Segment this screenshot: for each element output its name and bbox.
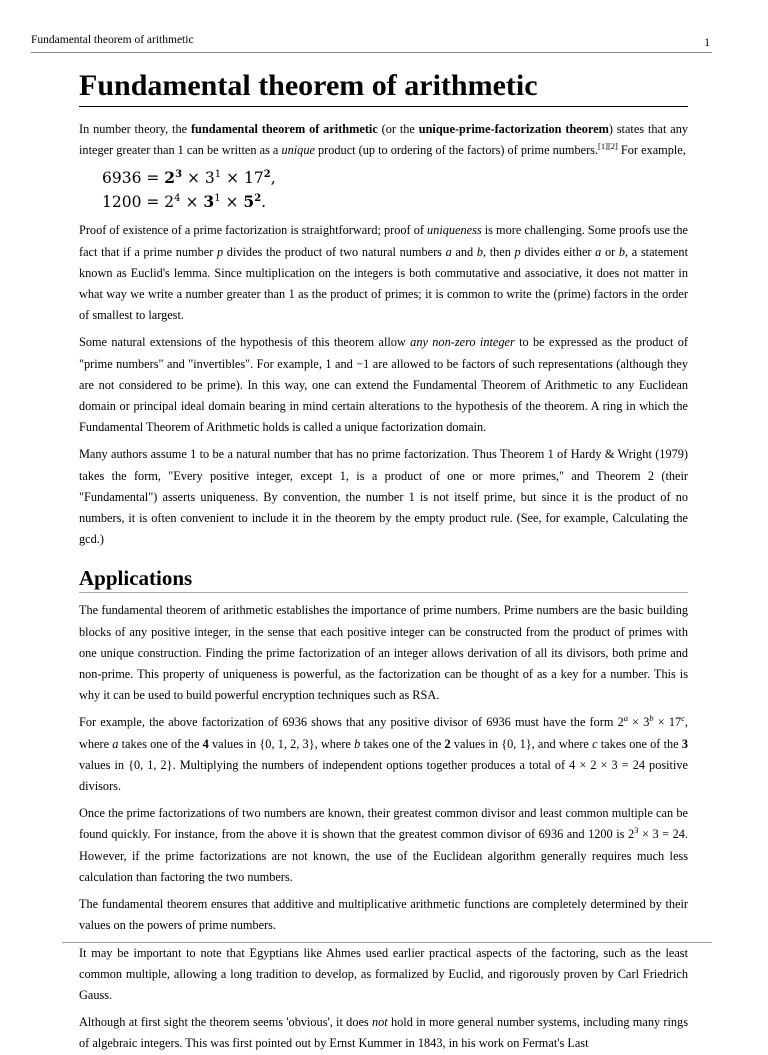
applications-paragraph: The fundamental theorem of arithmetic establishes the importance of prime numbers. Prime numbers are the basic building blocks of any positive integer, in the sense that each positive integer can be constructed from the product of primes with one unique construction. Finding the prime factorization of an integer allows derivation of all its divisors, both prime and non-prime. This property of uniqueness is powerful, as the factorization can be thought of as a key for a number. This is why it can be used to build powerful encryption techniques such as RSA. bbox=[79, 603, 688, 703]
page-number: 1 bbox=[704, 37, 710, 49]
header-rule bbox=[31, 52, 712, 53]
footer-rule bbox=[62, 942, 712, 943]
history-paragraph: It may be important to note that Egyptians like Ahmes used earlier practical aspects of the factoring, such as the least common multiple, allowing a long tradition to develop, as formalized by Euclid, and rigorously proven by Carl Friedrich Gauss. bbox=[79, 945, 688, 1002]
divisor-example-paragraph: For example, the above factorization of 6936 shows that any positive divisor of 6936 must have the form $2^a \times 3^b \times 17^c$, where a takes one of the 4 values in {0, 1, 2, 3}, where b takes one of the 2 values in {0, 1}, and where c takes one of the 3 values in {0, 1, 2}. Multiplying the numbers of independent options together produces a total of 4 × 2 × 3 = 24 positive divisors. bbox=[79, 713, 688, 794]
equation-6936: $6936 = 2^3 \times 3^1 \times 17^2$, bbox=[102, 168, 276, 188]
article-body bbox=[79, 68, 688, 1055]
intro-paragraph: In number theory, the fundamental theorem of arithmetic (or the unique-prime-factorization theorem) states that any integer greater than 1 can be written as a unique product (up to ordering of the factors) of prime numbers.[1][2] For example, bbox=[79, 122, 688, 158]
term-fundamental-theorem[interactable]: fundamental theorem of arithmetic bbox=[190, 122, 378, 136]
citation-link[interactable]: [1][2] bbox=[598, 141, 618, 152]
number-one-paragraph: Many authors assume 1 to be a natural number that has no prime factorization. Thus Theorem 1 of Hardy & Wright (1979) takes the form, "Every positive integer, except 1, is a product of one or more primes," and Theorem 2 (their "Fundamental") asserts uniqueness. By convention, the number 1 is not itself prime, but since it is the product of no numbers, it is often convenient to include it in the theorem by the empty product rule. (See, for example, Calculating the gcd.) bbox=[79, 447, 688, 547]
equation-1200: $1200 = 2^4 \times 3^1 \times 5^2$. bbox=[102, 192, 267, 212]
page-title: Fundamental theorem of arithmetic bbox=[79, 68, 688, 107]
equation-block bbox=[79, 166, 688, 214]
proof-paragraph: Proof of existence of a prime factorization is straightforward; proof of uniqueness is more challenging. Some proofs use the fact that if a prime number p divides the product of two natural numbers a and b, then p divides either a or b, a statement known as Euclid's lemma. Since multiplication on the integers is both commutative and associative, it does not matter in what way we write a number greater than 1 as the product of primes; it is common to write the (prime) factors in the order of smallest to largest. bbox=[79, 223, 689, 323]
running-header: Fundamental theorem of arithmetic bbox=[31, 34, 194, 46]
term-unique-prime-factorization[interactable]: unique-prime-factorization theorem bbox=[418, 122, 609, 136]
extensions-paragraph: Some natural extensions of the hypothesis of this theorem allow any non-zero integer to be expressed as the product of "prime numbers" and "invertibles". For example, 1 and −1 are allowed to be factors of such representations (although they are not considered to be prime). In this way, one can extend the Fundamental Theorem of Arithmetic to any Euclidean domain or principal ideal domain bearing in mind certain alterations to the hypothesis of the theorem. A ring in which the Fundamental Theorem of Arithmetic holds is called a unique factorization domain. bbox=[79, 335, 689, 435]
section-heading-applications: Applications bbox=[79, 565, 688, 593]
generalization-paragraph: Although at first sight the theorem seems 'obvious', it does not hold in more general number systems, including many rings of algebraic integers. This was first pointed out by Ernst Kummer in 1843, in his work on Fermat's Last bbox=[79, 1015, 688, 1051]
gcd-paragraph: Once the prime factorizations of two numbers are known, their greatest common divisor and least common multiple can be found quickly. For instance, from the above it is shown that the greatest common divisor of 6936 and 1200 is $2^3 \times 3 = 24$. However, if the prime factorizations are not known, the use of the Euclidean algorithm generally requires much less calculation than factoring the two numbers. bbox=[79, 806, 688, 884]
arithmetic-functions-paragraph: The fundamental theorem ensures that additive and multiplicative arithmetic functions are completely determined by their values on the powers of prime numbers. bbox=[79, 897, 688, 933]
